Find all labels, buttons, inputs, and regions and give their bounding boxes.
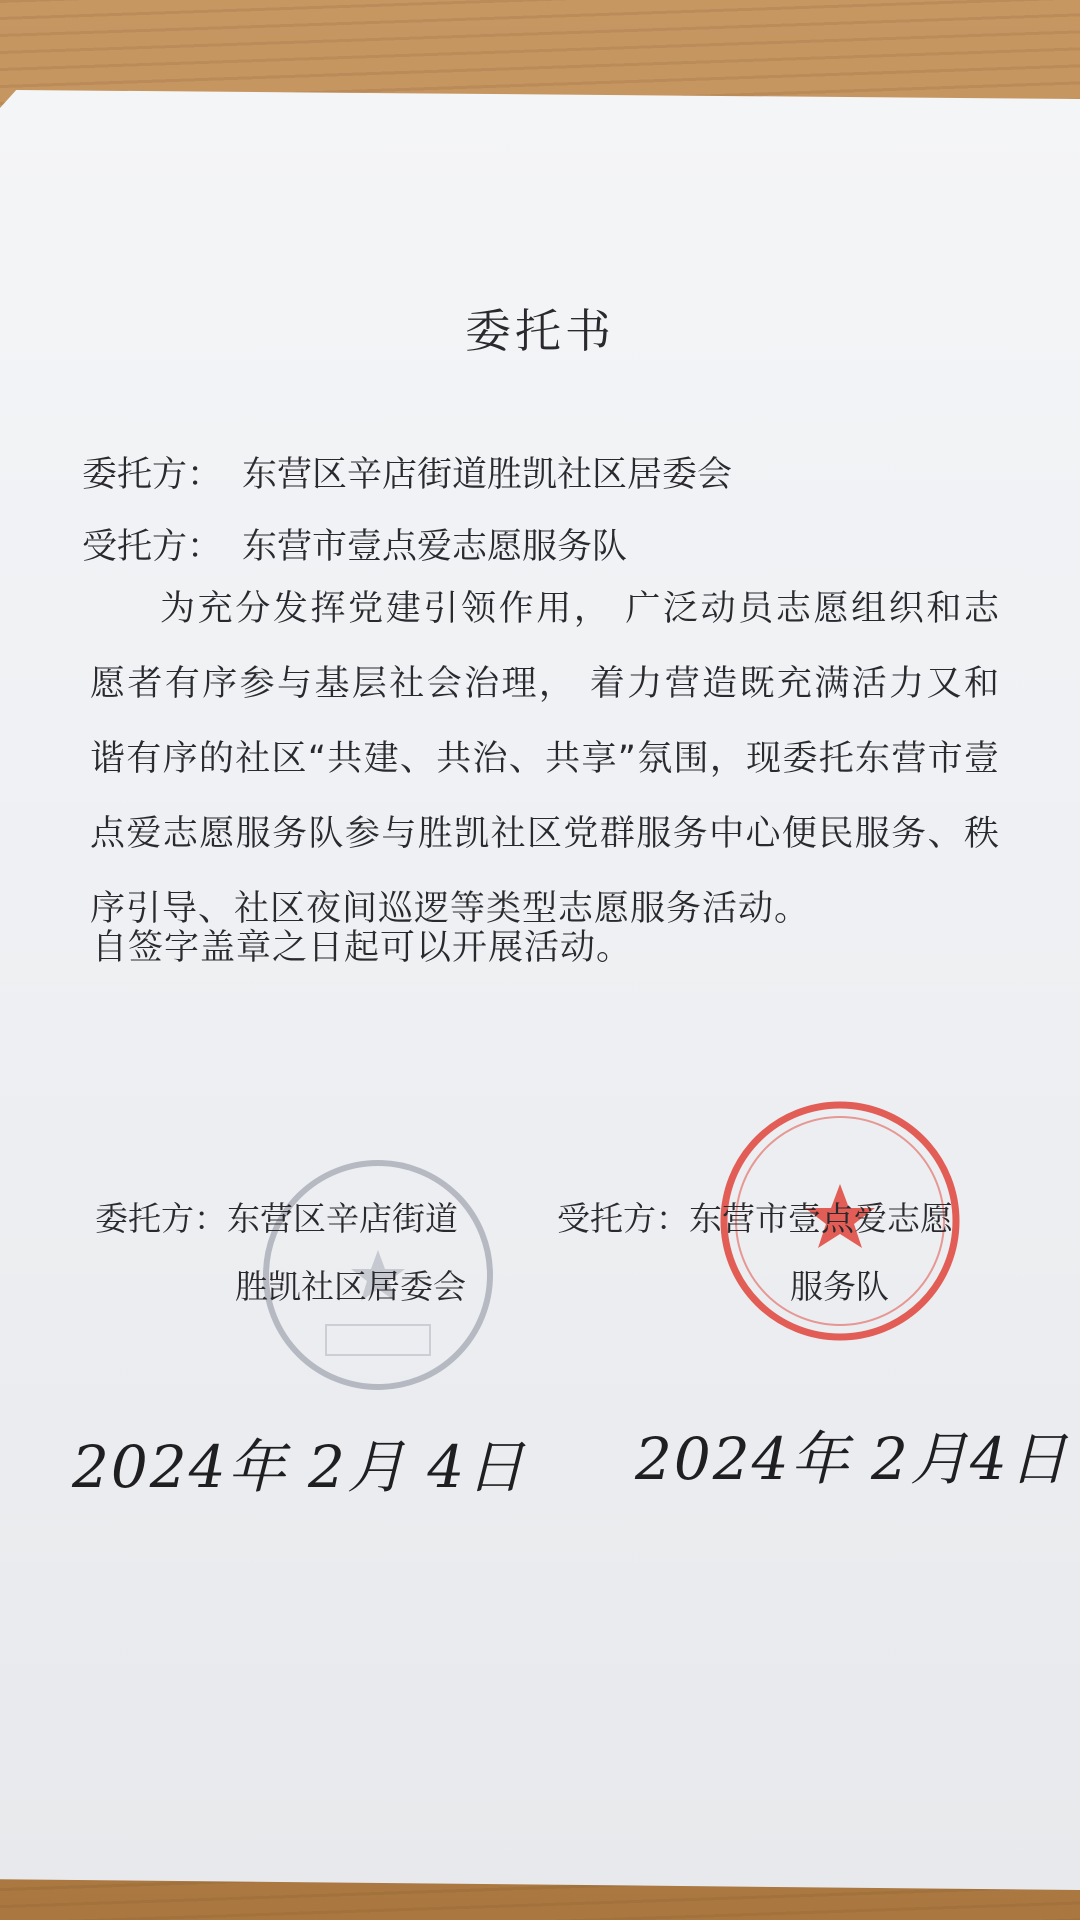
trustee-line xyxy=(82,519,627,569)
trustee-name: 东营市壹点爱志愿服务队 xyxy=(242,527,628,567)
trustee-handwritten-date: 2024年 2月4日 xyxy=(635,1425,1069,1493)
entrustor-signature-line1: 委托方：东营区辛店街道 xyxy=(95,1199,458,1238)
trustee-signature-line2: 服务队 xyxy=(790,1267,889,1306)
entrustor-signature-line2: 胜凯社区居委会 xyxy=(235,1267,466,1306)
document-title: 委托书 xyxy=(465,304,615,358)
entrustor-name: 东营区辛店街道胜凯社区居委会 xyxy=(242,455,733,495)
effective-date-line: 自签字盖章之日起可以开展活动。 xyxy=(92,928,633,968)
trustee-signature-line1: 受托方：东营市壹点爱志愿 xyxy=(557,1199,953,1238)
entrustor-label: 委托方： xyxy=(82,455,223,495)
trustee-signature-block xyxy=(557,1185,953,1321)
entrustor-line xyxy=(82,447,732,497)
trustee-label: 受托方： xyxy=(82,527,223,567)
entrustor-signature-block xyxy=(95,1185,466,1321)
body-paragraph: 为充分发挥党建引领作用， 广泛动员志愿组织和志愿者有序参与基层社会治理， 着力营造既充满活力又和谐有序的社区“共建、共治、共享”氛围，现委托东营市壹点爱志愿服务队参与胜凯社区党群服务中心便民服务、秩序引导、社区夜间巡逻等类型志愿服务活动。 xyxy=(90,589,1000,929)
entrustor-handwritten-date: 2024年 2月 4日 xyxy=(72,1433,527,1501)
